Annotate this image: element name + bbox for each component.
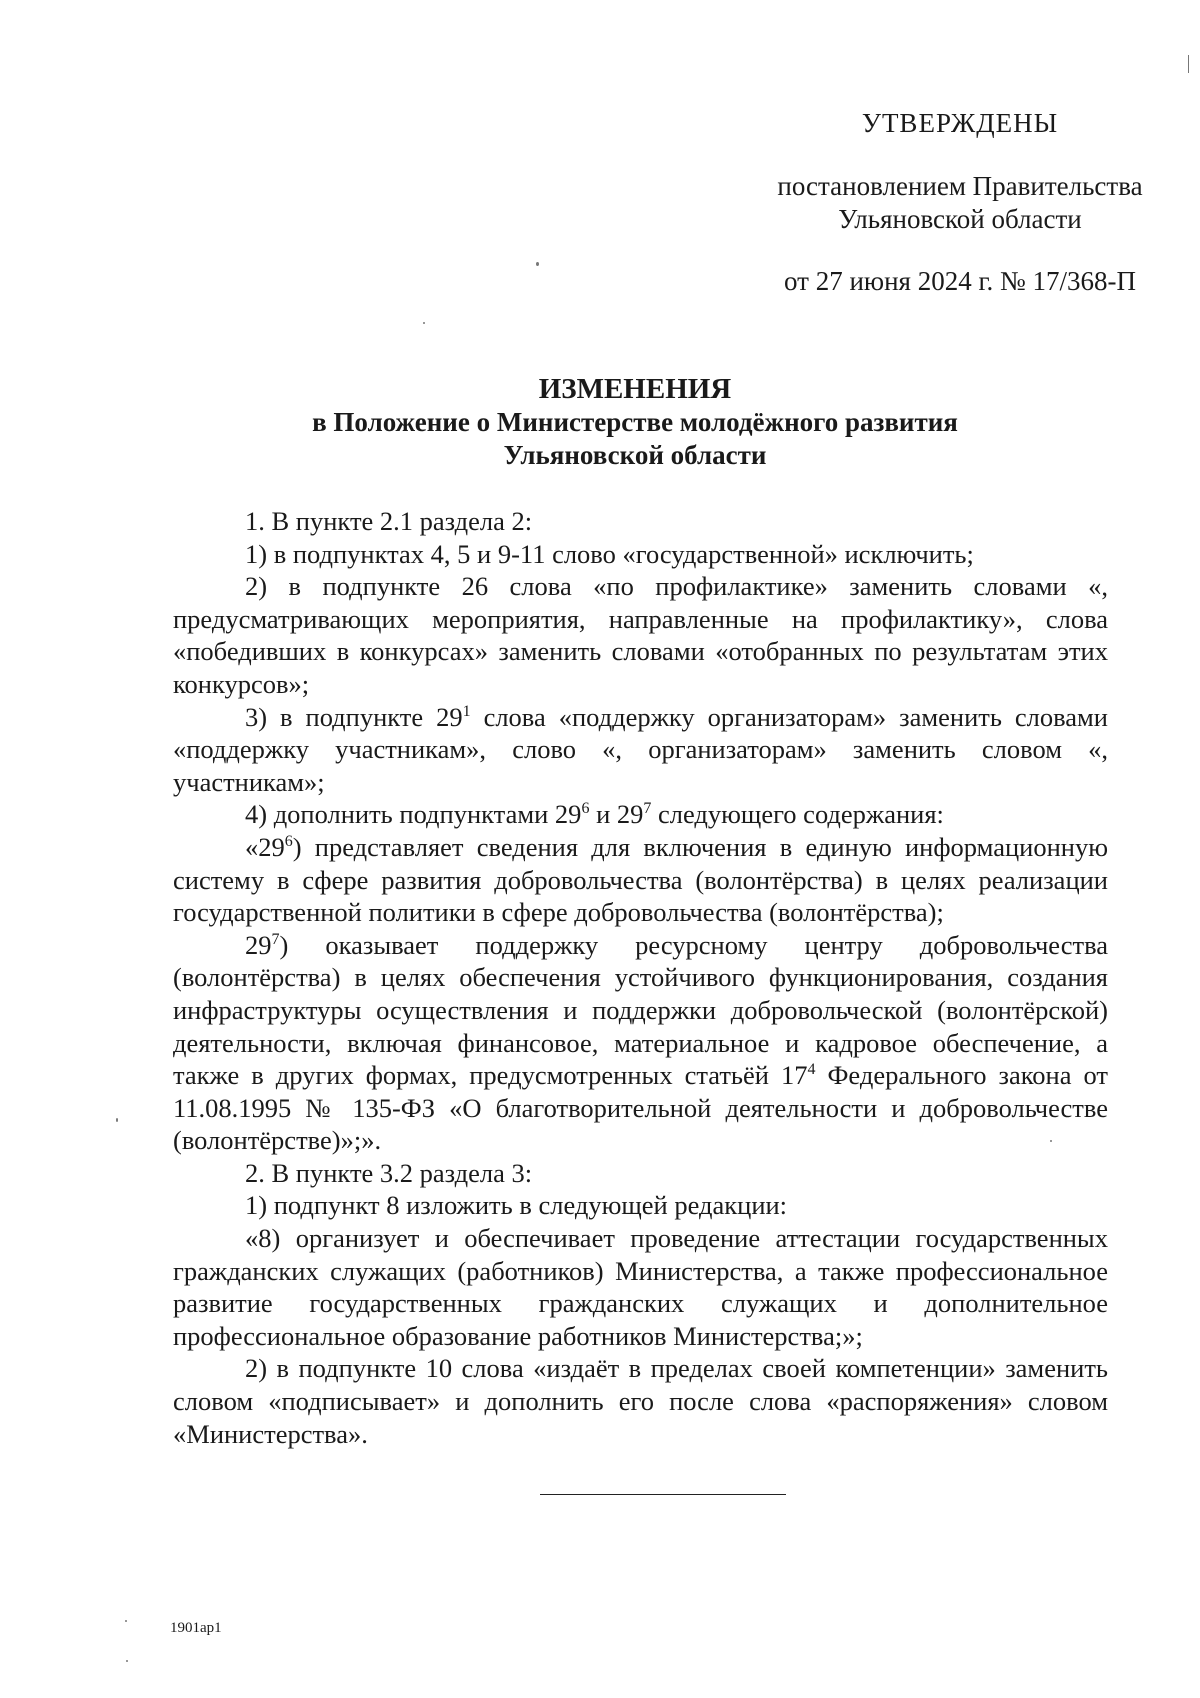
text-run: 4) дополнить подпунктами 29 (245, 799, 582, 830)
paragraph: 1) в подпунктах 4, 5 и 9-11 слово «государственной» исключить; (245, 538, 974, 569)
superscript: 4 (807, 1061, 816, 1079)
superscript: 7 (643, 800, 652, 818)
text-run: слова «поддержку организаторам» заменить словами «поддержку участникам», слово «, организаторам» заменить словом «, участникам»; (173, 701, 1108, 797)
scan-speck (1188, 55, 1189, 73)
document-body (173, 505, 1108, 1450)
paragraph (173, 929, 1108, 1157)
scan-speck (536, 262, 539, 266)
document-subtitle-line1: в Положение о Министерстве молодёжного развития (312, 407, 958, 437)
paragraph (173, 701, 1108, 799)
approval-authority-line1: постановлением Правительства (777, 171, 1143, 201)
superscript: 6 (284, 833, 293, 851)
scan-speck (1050, 1140, 1052, 1142)
end-divider-line (540, 1494, 786, 1495)
scan-speck (125, 1620, 127, 1622)
scan-speck (423, 322, 425, 324)
text-run: 29 (245, 929, 272, 960)
paragraph (173, 831, 1108, 929)
paragraph: 2) в подпункте 26 слова «по профилактике» заменить словами «, предусматривающих мероприятия, направленные на профилактику», слова «победивших в конкурсах» заменить словами «отобранных по результатам этих конкурсов»; (173, 571, 1108, 699)
paragraph: 1) подпункт 8 изложить в следующей редакции: (245, 1190, 788, 1221)
document-subtitle-line2: Ульяновской области (503, 440, 767, 470)
document-title: ИЗМЕНЕНИЯ (538, 373, 732, 405)
paragraph: 1. В пункте 2.1 раздела 2: (245, 506, 533, 536)
paragraph: 2) в подпункте 10 слова «издаёт в пределах своей компетенции» заменить словом «подписывает» и дополнить его после слова «распоряжения» словом «Министерства». (173, 1353, 1108, 1449)
text-run: и 29 (589, 799, 644, 830)
superscript: 1 (462, 702, 471, 720)
approval-heading: УТВЕРЖДЕНЫ (861, 108, 1059, 138)
superscript: 6 (581, 800, 590, 818)
scan-speck (116, 1118, 118, 1122)
text-run: «29 (245, 831, 285, 862)
document-code: 1901ap1 (170, 1620, 222, 1636)
paragraph: «8) организует и обеспечивает проведение аттестации государственных гражданских служащих (работников) Министерства, а также профессиональное развитие государственных гражданских служащих и дополнительное профессиональное образование работников Министерства;»; (173, 1223, 1108, 1351)
approval-date-number: от 27 июня 2024 г. № 17/368-П (784, 266, 1136, 296)
text-run: Федерального закона от 11.08.1995 № 135-ФЗ «О благотворительной деятельности и добровольчестве (волонтёрстве)»;». (173, 1060, 1108, 1156)
paragraph: 2. В пункте 3.2 раздела 3: (245, 1157, 533, 1188)
document-title-block (170, 373, 1100, 472)
paragraph (173, 798, 1108, 831)
text-run: 3) в подпункте 29 (245, 701, 463, 732)
approval-authority (760, 170, 1160, 236)
scan-speck (126, 1660, 128, 1662)
text-run: следующего содержания: (651, 799, 944, 830)
superscript: 7 (271, 930, 280, 948)
approval-authority-line2: Ульяновской области (838, 204, 1082, 234)
text-run: ) представляет сведения для включения в единую информационную систему в сфере развития добровольчества (волонтёрства) в целях реализации государственной политики в сфере добровольчества (волонтёрства); (173, 831, 1108, 928)
text-run: ) оказывает поддержку ресурсному центру добровольчества (волонтёрства) в целях обеспечения устойчивого функционирования, создания инфраструктуры осуществления и поддержки добровольческой (волонтёрской) деятельности, включая финансовое, материальное и кадровое обеспечение, а также в других формах, предусмотренных статьёй 17 (173, 929, 1108, 1091)
